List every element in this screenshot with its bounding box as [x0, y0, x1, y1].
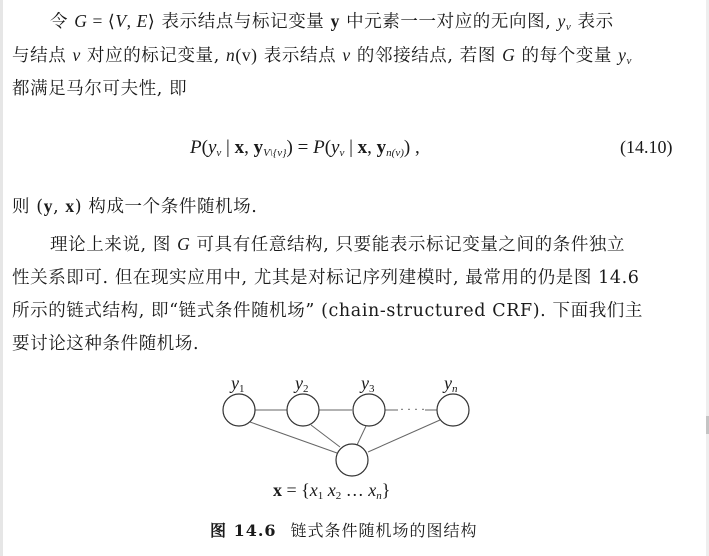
- node-x: [336, 444, 368, 476]
- text: ) 构成一个条件随机场.: [74, 197, 258, 217]
- math-paren: (: [324, 137, 332, 158]
- x-set-label: x = {x1 x2 … xn}: [273, 480, 391, 502]
- math-bold-y: y: [330, 11, 340, 31]
- label-y1: y1: [231, 373, 245, 395]
- text: ,: [53, 197, 66, 217]
- node-y2: [287, 394, 319, 426]
- math-y: y: [618, 45, 627, 65]
- math-comma: ,: [410, 137, 420, 158]
- math-bold-y: y: [376, 137, 387, 158]
- paragraph2-line4: 要讨论这种条件随机场.: [12, 334, 200, 354]
- label-y2: y2: [295, 373, 309, 395]
- math-sub: n(v): [386, 147, 404, 159]
- paragraph2-line3: 所示的链式结构, 即“链式条件随机场” (chain-structured CRF). 下面我们主: [12, 301, 643, 321]
- math-E: E: [136, 11, 148, 31]
- math-n: n: [226, 45, 236, 65]
- text: 对应的标记变量,: [80, 46, 227, 66]
- math-bold-y: y: [43, 196, 54, 216]
- chain-ellipsis: · · · ·: [400, 402, 425, 416]
- math-bold-x: x: [357, 137, 368, 158]
- math-comma: ,: [367, 137, 377, 158]
- math-bar: |: [221, 137, 235, 158]
- math-paren: ): [403, 137, 411, 158]
- math-sub-v: v: [565, 21, 572, 33]
- text: ⟩ 表示结点与标记变量: [147, 12, 331, 32]
- paragraph2-line2: 性关系即可. 但在现实应用中, 尤其是对标记序列建模时, 最常用的仍是图 14.6: [12, 268, 640, 288]
- math-bar: |: [344, 137, 358, 158]
- node-y3: [353, 394, 385, 426]
- math-G: G: [502, 45, 516, 65]
- math-y: y: [557, 11, 566, 31]
- label-yn: yn: [444, 373, 458, 395]
- math-v: v: [342, 45, 351, 65]
- text: ,: [126, 11, 137, 31]
- figure-caption: [210, 518, 478, 541]
- math-sub-v: v: [626, 55, 633, 67]
- math-equals: =: [292, 137, 314, 158]
- text: 中元素一一对应的无向图,: [339, 12, 558, 32]
- math-bold-x: x: [234, 137, 245, 158]
- node-y1: [223, 394, 255, 426]
- node-yn: [437, 394, 469, 426]
- math-sub: v: [339, 147, 345, 159]
- text: 的邻接结点, 若图: [350, 46, 503, 66]
- math-paren: ): [286, 137, 293, 158]
- math-P: P: [190, 137, 202, 158]
- math-bold-y: y: [253, 137, 264, 158]
- math-y: y: [331, 137, 340, 158]
- math-V: V: [115, 11, 127, 31]
- paragraph1-line3: 都满足马尔可夫性, 即: [12, 79, 188, 99]
- text: 表示结点: [257, 46, 343, 66]
- math-G: G: [177, 234, 191, 254]
- graph-nodes: [223, 394, 469, 476]
- text: 则 (: [12, 197, 44, 217]
- math-bold-x: x: [65, 196, 75, 216]
- text: = ⟨: [87, 11, 116, 31]
- math-nv: (v): [235, 45, 258, 65]
- math-P: P: [313, 137, 325, 158]
- text: 令: [50, 12, 75, 32]
- text: 表示: [571, 12, 614, 32]
- math-paren: (: [201, 137, 208, 158]
- node-labels: [229, 373, 458, 395]
- text: 可具有任意结构, 只要能表示标记变量之间的条件独立: [190, 235, 626, 255]
- text: 的每个变量: [515, 46, 619, 66]
- label-y3: y3: [361, 373, 375, 395]
- math-sub: V\{v}: [263, 147, 287, 159]
- equation-number: (14.10): [620, 137, 673, 157]
- math-sub: v: [216, 147, 222, 159]
- text: 理论上来说, 图: [50, 235, 178, 255]
- math-comma: ,: [244, 137, 254, 158]
- caption-text: 链式条件随机场的图结构: [290, 521, 478, 540]
- math-G: G: [74, 11, 88, 31]
- math-v: v: [72, 45, 81, 65]
- text: 与结点: [12, 46, 73, 66]
- caption-number: 图 14.6: [210, 521, 277, 540]
- math-y: y: [207, 137, 217, 158]
